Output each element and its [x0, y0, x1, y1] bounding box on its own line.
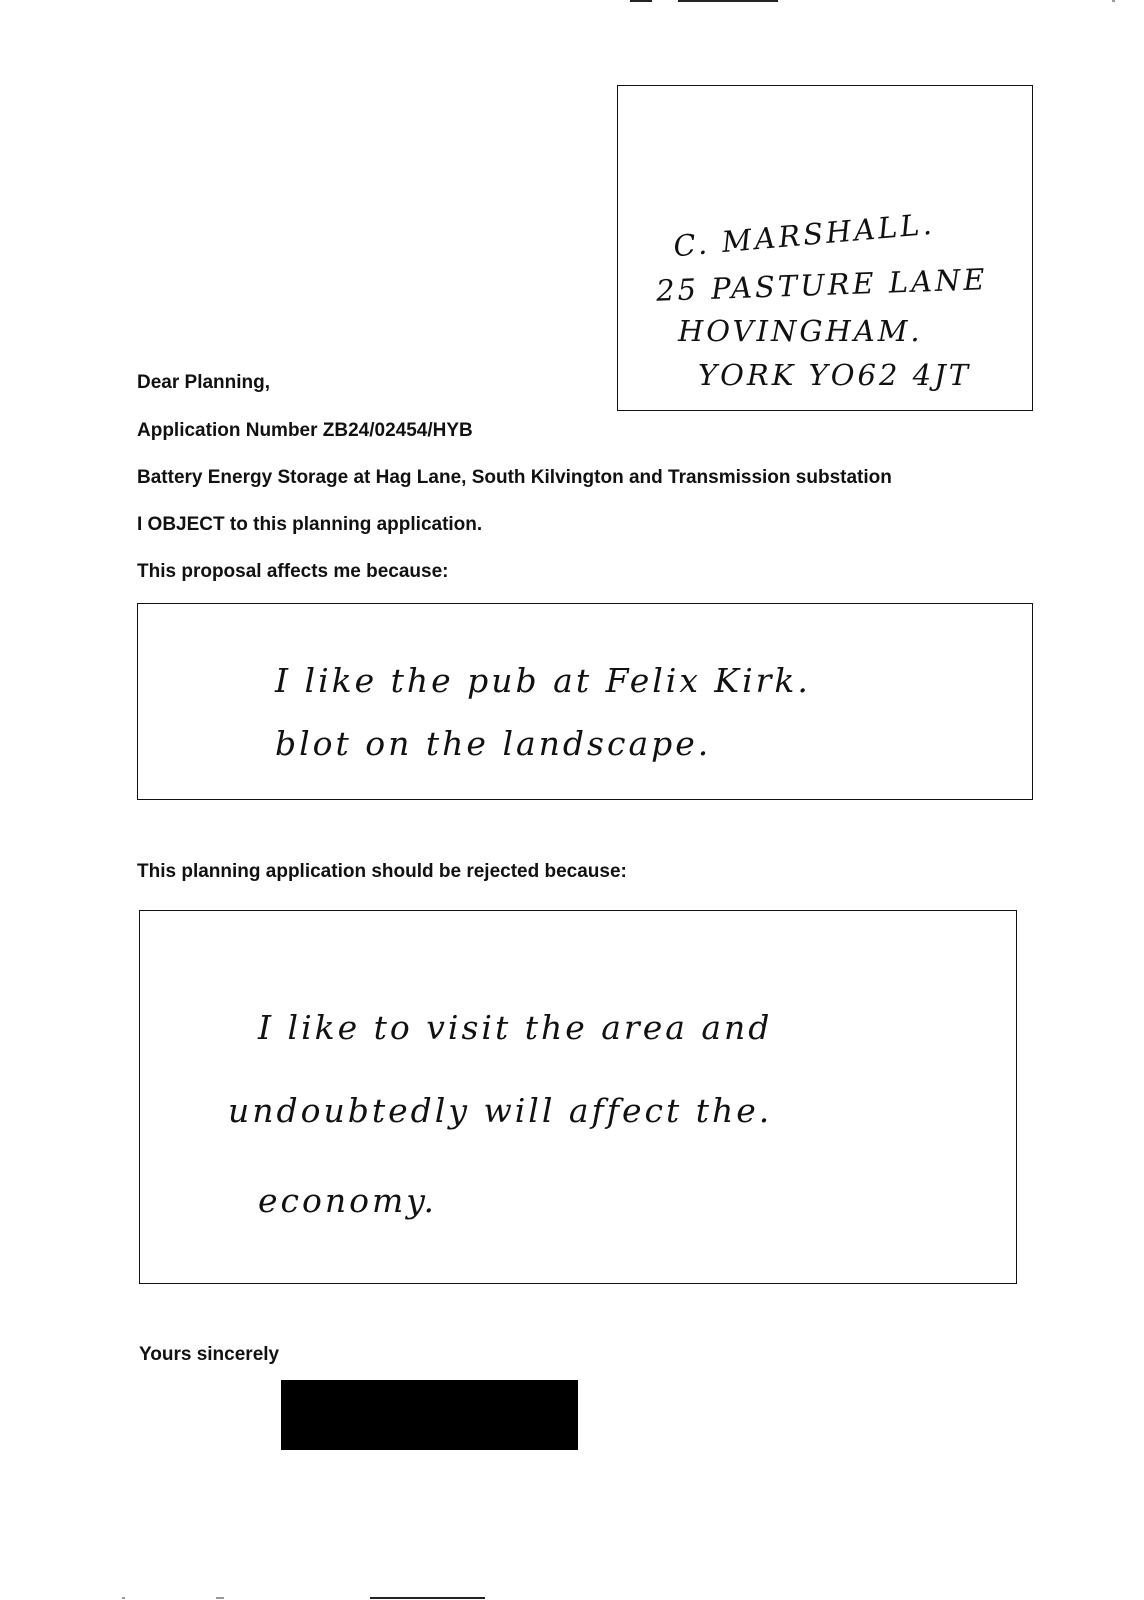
reject-label: This planning application should be rejected because: [137, 861, 627, 882]
address-postcode: YORK YO62 4JT [698, 358, 972, 392]
scan-mark-top-left [630, 0, 652, 2]
scan-dot-bottom-mid [216, 1597, 224, 1599]
address-town: HOVINGHAM. [678, 314, 923, 348]
affects-line-1: I like the pub at Felix Kirk. [275, 661, 811, 700]
scan-mark-bottom [370, 1597, 485, 1599]
address-name: C. MARSHALL. [672, 206, 936, 264]
affects-line-2: blot on the landscape. [275, 724, 712, 763]
scan-dot-top-right [1112, 0, 1115, 2]
address-box [617, 85, 1033, 411]
objection-statement: I OBJECT to this planning application. [137, 514, 483, 535]
reject-box [139, 910, 1017, 1284]
scan-dot-bottom-left [122, 1597, 125, 1599]
affects-label: This proposal affects me because: [137, 561, 449, 582]
address-street: 25 PASTURE LANE [655, 262, 989, 308]
subject-line: Battery Energy Storage at Hag Lane, South Kilvington and Transmission substation [137, 467, 892, 488]
scan-mark-top-right [678, 0, 778, 2]
salutation: Dear Planning, [137, 372, 271, 393]
affects-box [137, 603, 1033, 800]
redacted-signature [281, 1380, 578, 1450]
reject-line-1: I like to visit the area and [258, 1008, 773, 1047]
application-number: Application Number ZB24/02454/HYB [137, 420, 473, 441]
reject-line-3: economy. [258, 1181, 438, 1220]
reject-line-2: undoubtedly will affect the. [228, 1091, 773, 1130]
closing: Yours sincerely [139, 1344, 280, 1365]
